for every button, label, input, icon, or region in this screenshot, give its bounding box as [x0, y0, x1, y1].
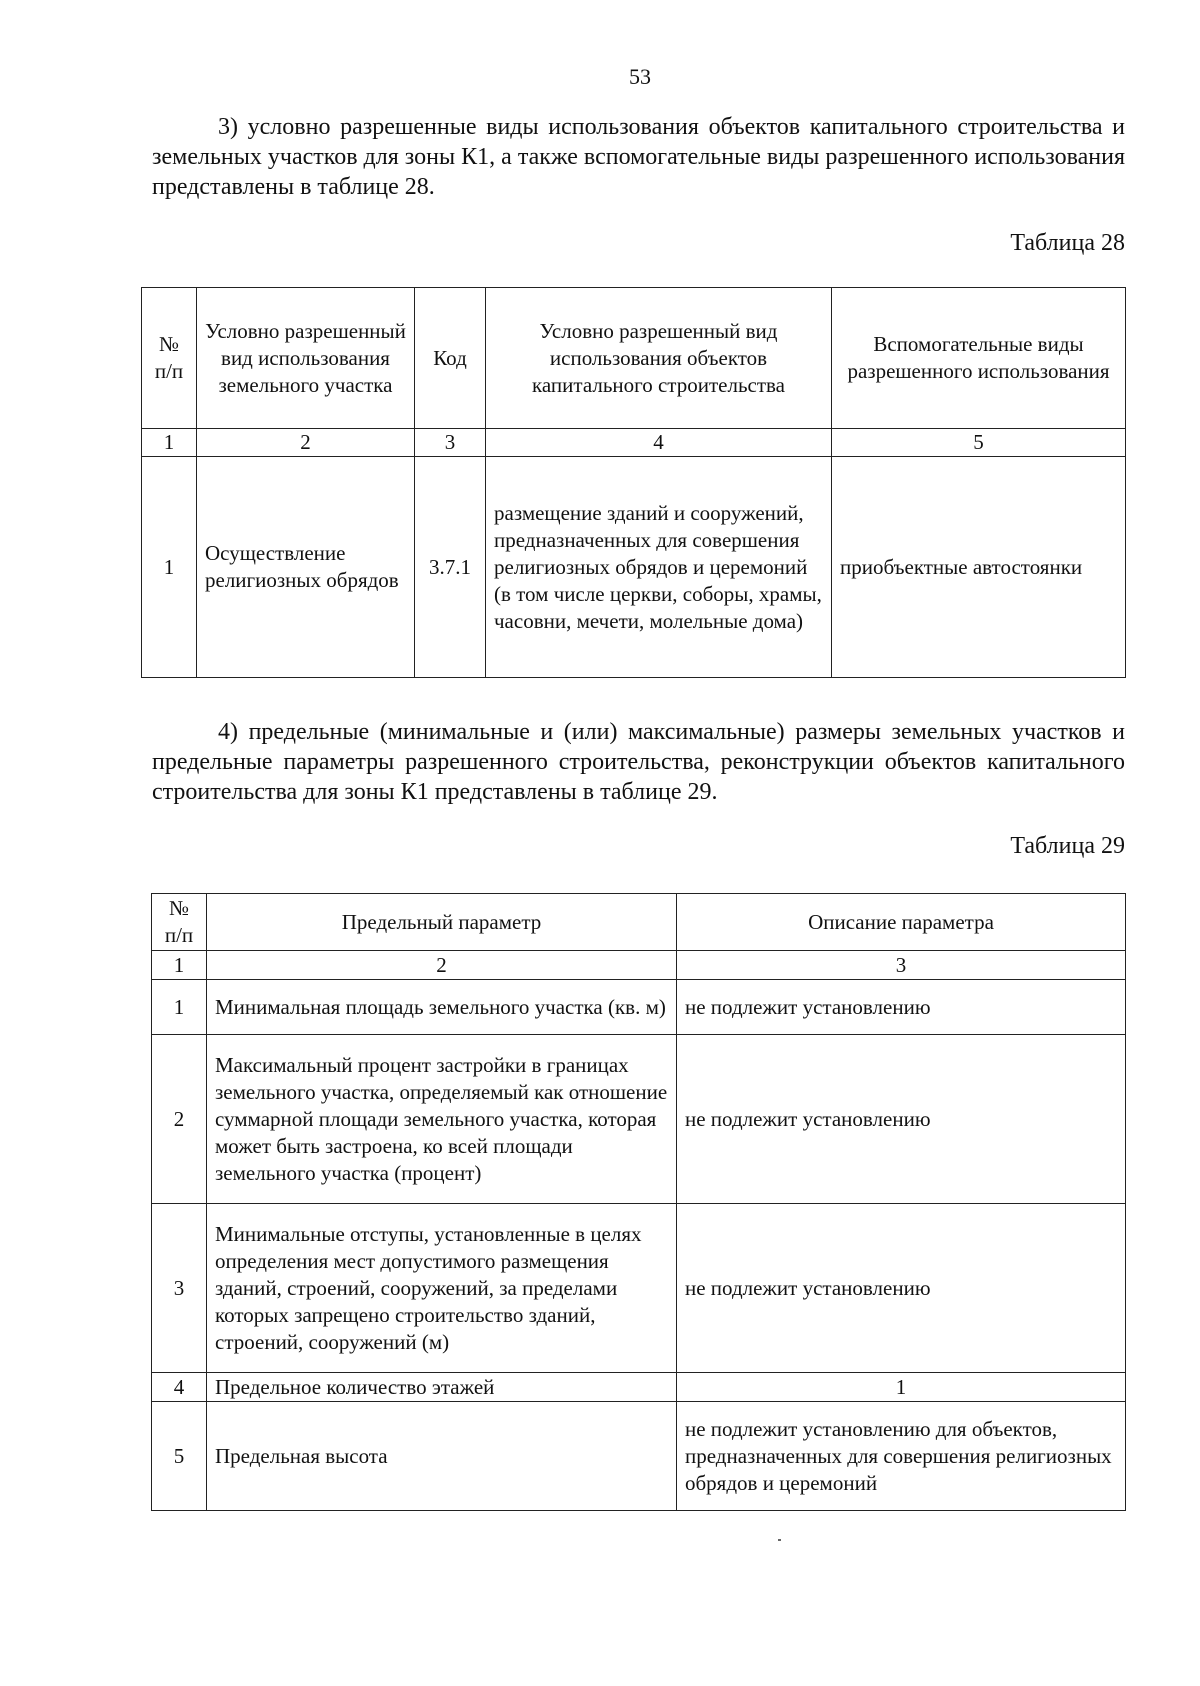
table-29-header-row	[152, 894, 1126, 951]
t29-row1-num: 1	[152, 980, 207, 1035]
t29-header-parameter: Предельный параметр	[207, 894, 677, 951]
t28-row1-code: 3.7.1	[415, 457, 486, 678]
table-29-caption: Таблица 29	[1010, 833, 1125, 859]
table-row	[152, 1204, 1126, 1373]
t29-row1-parameter: Минимальная площадь земельного участка (кв. м)	[207, 980, 677, 1035]
paragraph-4-prefix: 4)	[218, 719, 238, 745]
t29-header-description: Описание параметра	[677, 894, 1126, 951]
t29-row4-description: 1	[677, 1373, 1126, 1402]
page-number: 53	[629, 64, 651, 89]
t28-row1-construction-use: размещение зданий и сооружений, предназначенных для совершения религиозных обрядов и церемоний (в том числе церкви, соборы, храмы, часовни, мечети, молельные дома)	[486, 457, 832, 678]
table-28-header-row	[142, 288, 1126, 429]
table-28-column-numbers-row	[142, 429, 1126, 457]
t29-row5-num: 5	[152, 1402, 207, 1511]
t29-row4-num: 4	[152, 1373, 207, 1402]
t29-row5-description: не подлежит установлению для объектов, предназначенных для совершения религиозных обрядов и церемоний	[677, 1402, 1126, 1511]
t28-colnum-5: 5	[832, 429, 1126, 457]
t28-colnum-3: 3	[415, 429, 486, 457]
scan-speck	[778, 1539, 781, 1541]
table-29	[151, 893, 1126, 1511]
t29-colnum-3: 3	[677, 951, 1126, 980]
t28-header-code: Код	[415, 288, 486, 429]
t28-colnum-2: 2	[197, 429, 415, 457]
t29-row3-description: не подлежит установлению	[677, 1204, 1126, 1373]
t29-row4-parameter: Предельное количество этажей	[207, 1373, 677, 1402]
t28-row1-num: 1	[142, 457, 197, 678]
table-28-caption: Таблица 28	[1010, 230, 1125, 256]
t28-colnum-4: 4	[486, 429, 832, 457]
t29-header-num: № п/п	[152, 894, 207, 951]
t28-header-land-use: Условно разрешенный вид использования земельного участка	[197, 288, 415, 429]
paragraph-4	[152, 717, 1125, 807]
paragraph-4-text: предельные (минимальные и (или) максимальные) размеры земельных участков и предельные параметры разрешенного строительства, реконструкции объектов капитального строительства для зоны К1 представлены в таблице 29.	[152, 719, 1125, 805]
t28-colnum-1: 1	[142, 429, 197, 457]
t29-row1-description: не подлежит установлению	[677, 980, 1126, 1035]
t29-row2-description: не подлежит установлению	[677, 1035, 1126, 1204]
table-row	[152, 980, 1126, 1035]
paragraph-3-prefix: 3)	[218, 114, 238, 140]
t29-colnum-1: 1	[152, 951, 207, 980]
t29-row3-num: 3	[152, 1204, 207, 1373]
table-row	[152, 1373, 1126, 1402]
t29-colnum-2: 2	[207, 951, 677, 980]
table-row	[152, 1035, 1126, 1204]
table-row	[152, 1402, 1126, 1511]
t29-row5-parameter: Предельная высота	[207, 1402, 677, 1511]
t29-row2-parameter: Максимальный процент застройки в границах земельного участка, определяемый как отношение суммарной площади земельного участка, которая может быть застроена, ко всей площади земельного участка (процент)	[207, 1035, 677, 1204]
table-29-column-numbers-row	[152, 951, 1126, 980]
paragraph-3-text: условно разрешенные виды использования объектов капитального строительства и земельных участков для зоны К1, а также вспомогательные виды разрешенного использования представлены в таблице 28.	[152, 114, 1125, 200]
t28-row1-auxiliary: приобъектные автостоянки	[832, 457, 1126, 678]
table-row	[142, 457, 1126, 678]
t28-header-construction-use: Условно разрешенный вид использования объектов капитального строительства	[486, 288, 832, 429]
t28-header-num: № п/п	[142, 288, 197, 429]
table-28	[141, 287, 1126, 678]
t28-row1-land-use: Осуществление религиозных обрядов	[197, 457, 415, 678]
paragraph-3	[152, 112, 1125, 202]
t29-row3-parameter: Минимальные отступы, установленные в целях определения мест допустимого размещения зданий, строений, сооружений, за пределами которых запрещено строительство зданий, строений, сооружений (м)	[207, 1204, 677, 1373]
t28-header-auxiliary: Вспомогательные виды разрешенного использования	[832, 288, 1126, 429]
t29-row2-num: 2	[152, 1035, 207, 1204]
